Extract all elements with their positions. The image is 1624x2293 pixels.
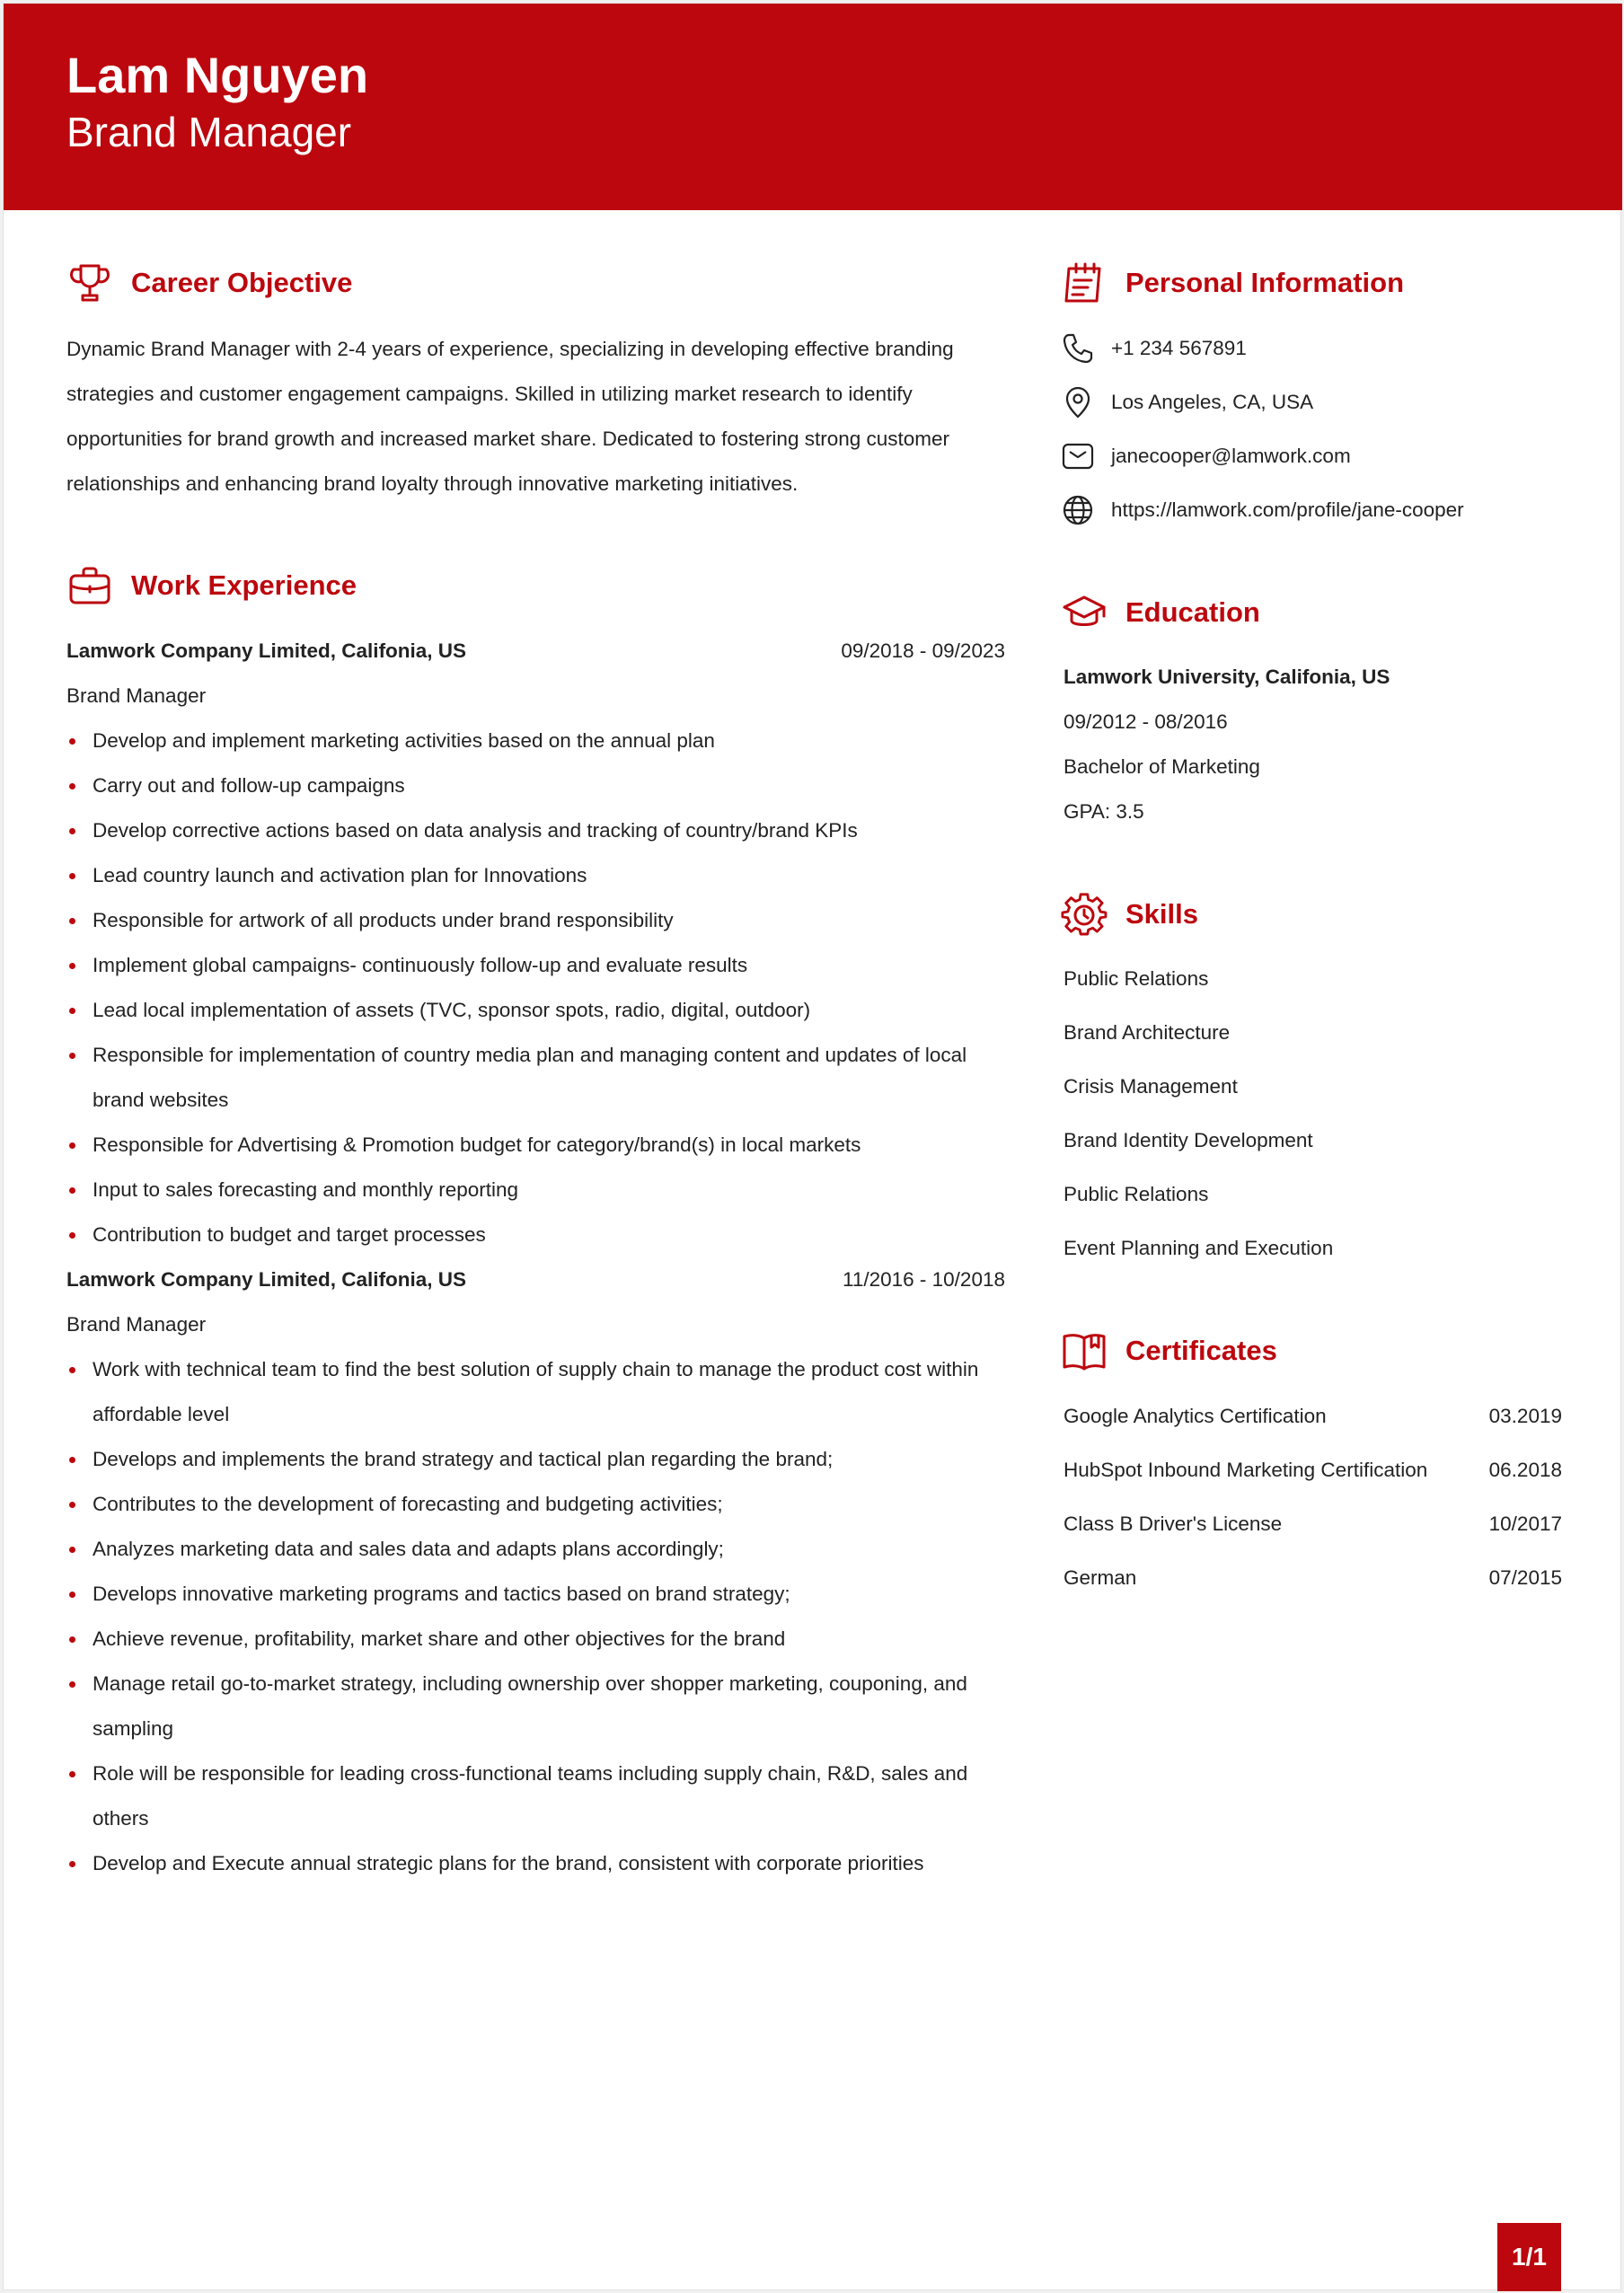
skill-item: Public Relations — [1064, 1183, 1209, 1205]
job-position: Brand Manager — [66, 1313, 207, 1336]
job-company: Lamwork Company Limited, Califonia, US — [66, 639, 467, 662]
education-entry — [1064, 655, 1567, 834]
job-bullet: Implement global campaigns- continuously follow-up and evaluate results — [66, 943, 1005, 988]
job-bullet: Input to sales forecasting and monthly reporting — [66, 1168, 1005, 1213]
job-bullet: Role will be responsible for leading cross-functional teams including supply chain, R&D, sales and others — [66, 1751, 1005, 1841]
certificate-name: HubSpot Inbound Marketing Certification — [1064, 1459, 1428, 1481]
page-indicator: 1/1 — [1497, 2223, 1561, 2291]
personal-info-list — [1061, 322, 1564, 537]
certificate-name: German — [1064, 1566, 1137, 1589]
job-bullets — [66, 1347, 1005, 1886]
phone-icon — [1061, 331, 1095, 366]
phone-row — [1061, 322, 1564, 375]
job-bullet: Analyzes marketing data and sales data and adapts plans accordingly; — [66, 1527, 1005, 1572]
section-title: Education — [1125, 596, 1260, 628]
resume-header — [4, 4, 1622, 210]
work-experience-list — [66, 629, 1005, 1886]
job-bullet: Develops innovative marketing programs and tactics based on brand strategy; — [66, 1572, 1005, 1617]
section-title: Certificates — [1125, 1335, 1277, 1366]
certificates-heading — [1061, 1327, 1277, 1374]
skills-list — [1064, 952, 1567, 1275]
id-card-icon — [1061, 260, 1108, 306]
job-bullet: Contributes to the development of forecasting and budgeting activities; — [66, 1482, 1005, 1527]
job-header — [66, 1257, 1005, 1302]
certificate-row — [1064, 1389, 1562, 1443]
job-position: Brand Manager — [66, 684, 207, 707]
education-heading — [1061, 589, 1260, 636]
job-entry — [66, 1257, 1005, 1886]
map-pin-icon — [1061, 385, 1095, 419]
book-icon — [1061, 1327, 1108, 1374]
job-dates: 09/2018 - 09/2023 — [841, 639, 1005, 662]
gear-icon — [1061, 891, 1108, 938]
email-text: janecooper@lamwork.com — [1111, 445, 1351, 467]
certificate-date: 06.2018 — [1488, 1459, 1562, 1481]
job-company: Lamwork Company Limited, Califonia, US — [66, 1268, 467, 1291]
resume-page — [3, 3, 1621, 2290]
work-experience-heading — [66, 562, 357, 609]
certificate-row — [1064, 1443, 1562, 1497]
job-bullets — [66, 719, 1005, 1257]
location-text: Los Angeles, CA, USA — [1111, 391, 1314, 413]
section-title: Work Experience — [131, 569, 357, 601]
briefcase-icon — [66, 562, 113, 609]
job-bullet: Responsible for Advertising & Promotion budget for category/brand(s) in local markets — [66, 1123, 1005, 1168]
job-bullet: Manage retail go-to-market strategy, including ownership over shopper marketing, couponing, and sampling — [66, 1662, 1005, 1751]
website-text: https://lamwork.com/profile/jane-cooper — [1111, 498, 1464, 521]
job-dates: 11/2016 - 10/2018 — [843, 1268, 1005, 1291]
website-row — [1061, 483, 1564, 537]
certificate-row — [1064, 1497, 1562, 1551]
job-bullet: Develop and implement marketing activities based on the annual plan — [66, 719, 1005, 763]
skills-heading — [1061, 891, 1198, 938]
job-bullet: Develop corrective actions based on data analysis and tracking of country/brand KPIs — [66, 808, 1005, 853]
job-bullet: Develop and Execute annual strategic plans for the brand, consistent with corporate priorities — [66, 1841, 1005, 1886]
skill-item: Crisis Management — [1064, 1075, 1238, 1098]
certificate-date: 10/2017 — [1488, 1512, 1562, 1535]
certificate-date: 03.2019 — [1488, 1405, 1562, 1427]
education-school: Lamwork University, Califonia, US — [1064, 666, 1390, 688]
education-gpa: GPA: 3.5 — [1064, 800, 1144, 823]
career-objective-text: Dynamic Brand Manager with 2-4 years of experience, specializing in developing effective branding strategies and customer engagement campaigns. Skilled in utilizing market research to identify opportunities for brand growth and increased market share. Dedicated to fostering strong customer relationships and enhancing brand loyalty through innovative marketing initiatives. — [66, 338, 954, 495]
skill-item: Public Relations — [1064, 967, 1209, 990]
candidate-role: Brand Manager — [66, 109, 352, 155]
skill-item: Brand Identity Development — [1064, 1129, 1313, 1151]
job-bullet: Responsible for implementation of country media plan and managing content and updates of local brand websites — [66, 1033, 1005, 1123]
email-row — [1061, 429, 1564, 483]
job-bullet: Develops and implements the brand strategy and tactical plan regarding the brand; — [66, 1437, 1005, 1482]
certificate-name: Class B Driver's License — [1064, 1512, 1283, 1535]
phone-text: +1 234 567891 — [1111, 337, 1247, 359]
certificate-name: Google Analytics Certification — [1064, 1405, 1327, 1427]
job-header — [66, 629, 1005, 674]
job-bullet: Lead local implementation of assets (TVC, sponsor spots, radio, digital, outdoor) — [66, 988, 1005, 1033]
section-title: Career Objective — [131, 267, 353, 298]
job-bullet: Carry out and follow-up campaigns — [66, 763, 1005, 808]
certificate-date: 07/2015 — [1488, 1566, 1562, 1589]
career-objective-heading — [66, 260, 352, 306]
section-title: Personal Information — [1125, 267, 1405, 298]
job-entry — [66, 629, 1005, 1257]
skill-item: Event Planning and Execution — [1064, 1237, 1334, 1259]
job-bullet: Contribution to budget and target processes — [66, 1213, 1005, 1257]
certificates-list — [1064, 1389, 1567, 1605]
globe-icon — [1061, 493, 1095, 527]
certificate-row — [1064, 1551, 1562, 1605]
education-dates: 09/2012 - 08/2016 — [1064, 710, 1228, 733]
graduation-cap-icon — [1061, 589, 1108, 636]
education-degree: Bachelor of Marketing — [1064, 755, 1260, 778]
location-row — [1061, 375, 1564, 429]
skill-item: Brand Architecture — [1064, 1021, 1231, 1044]
job-bullet: Achieve revenue, profitability, market share and other objectives for the brand — [66, 1617, 1005, 1662]
job-bullet: Lead country launch and activation plan for Innovations — [66, 853, 1005, 898]
mail-icon — [1061, 439, 1095, 473]
section-title: Skills — [1125, 898, 1198, 930]
job-bullet: Work with technical team to find the best solution of supply chain to manage the product cost within affordable level — [66, 1347, 1005, 1437]
job-bullet: Responsible for artwork of all products under brand responsibility — [66, 898, 1005, 943]
personal-information-heading — [1061, 260, 1404, 306]
candidate-name: Lam Nguyen — [66, 47, 369, 103]
trophy-icon — [66, 260, 113, 306]
